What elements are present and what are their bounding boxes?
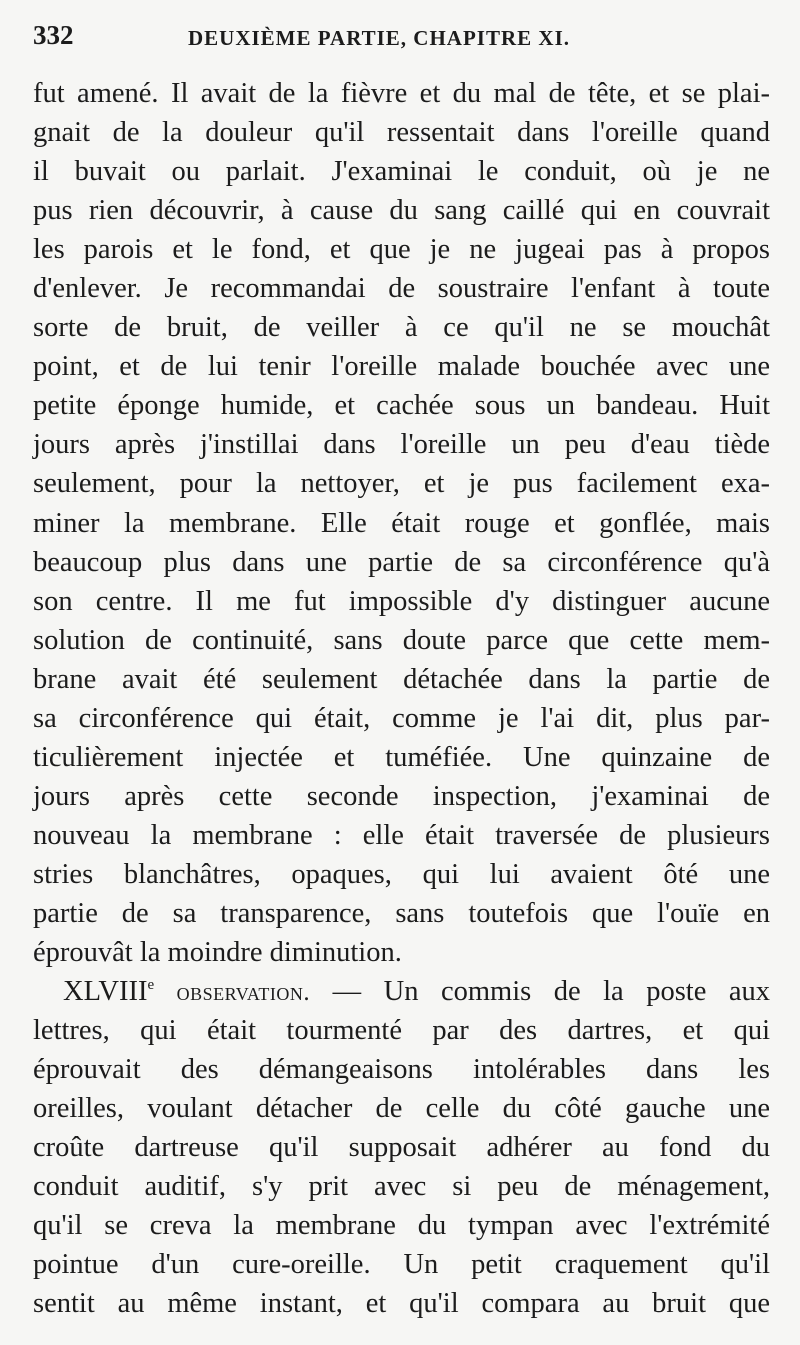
text-line: fut amené. Il avait de la fièvre et du mal de tête, et se plai- — [33, 78, 770, 109]
running-head: DEUXIÈME PARTIE, CHAPITRE XI. — [188, 26, 570, 50]
text-line: lettres, qui était tourmenté par des dartres, et qui — [33, 1015, 770, 1047]
page-number: 332 — [33, 20, 74, 50]
text-line: jours après j'instillai dans l'oreille un peu d'eau tiède — [33, 429, 770, 461]
text-line: stries blanchâtres, opaques, qui lui avaient ôté une — [33, 858, 770, 890]
text-line: sentit au même instant, et qu'il compara au bruit que — [33, 1288, 770, 1320]
text-line: pus rien découvrir, à cause du sang caillé qui en couvrait — [33, 195, 770, 227]
text-line: gnait de la douleur qu'il ressentait dans l'oreille quand — [33, 117, 770, 149]
text-line: croûte dartreuse qu'il supposait adhérer au fond du — [33, 1132, 770, 1164]
text-line: éprouvait des démangeaisons intolérables dans les — [33, 1054, 770, 1086]
observation-superscript: e — [147, 977, 155, 994]
text-line: qu'il se creva la membrane du tympan avec l'extrémité — [33, 1210, 770, 1242]
text-line: miner la membrane. Elle était rouge et gonflée, mais — [33, 507, 770, 539]
text-line: nouveau la membrane : elle était traversée de plusieurs — [33, 819, 770, 851]
text-line: point, et de lui tenir l'oreille malade bouchée avec une — [33, 351, 770, 383]
text-line: sorte de bruit, de veiller à ce qu'il ne se mouchât — [33, 312, 770, 344]
text-line: seulement, pour la nettoyer, et je pus facilement exa- — [33, 468, 770, 500]
text-line: pointue d'un cure-oreille. Un petit craquement qu'il — [33, 1249, 770, 1281]
text-line: son centre. Il me fut impossible d'y distinguer aucune — [33, 585, 770, 617]
text-line: il buvait ou parlait. J'examinai le conduit, où je ne — [33, 156, 770, 188]
body-text — [33, 74, 770, 1324]
text-line: beaucoup plus dans une partie de sa circonférence qu'à — [33, 546, 770, 578]
text-line: partie de sa transparence, sans toutefois que l'ouïe en — [33, 897, 770, 929]
text-line: conduit auditif, s'y prit avec si peu de ménagement, — [33, 1171, 770, 1203]
text-line: jours après cette seconde inspection, j'examinai de — [33, 780, 770, 812]
observation-text: — Un commis de la poste aux — [310, 976, 771, 1008]
text-line: solution de continuité, sans doute parce que cette mem- — [33, 624, 770, 656]
text-line: d'enlever. Je recommandai de soustraire l'enfant à toute — [33, 273, 770, 305]
observation-heading-line — [33, 972, 770, 1011]
observation-number: XLVIII — [63, 976, 148, 1008]
text-line: brane avait été seulement détachée dans la partie de — [33, 663, 770, 695]
text-line: oreilles, voulant détacher de celle du côté gauche une — [33, 1093, 770, 1125]
text-line: petite éponge humide, et cachée sous un bandeau. Huit — [33, 390, 770, 422]
text-line: éprouvât la moindre diminution. — [33, 937, 402, 969]
observation-label: observation. — [176, 979, 311, 1007]
text-line: ticulièrement injectée et tuméfiée. Une quinzaine de — [33, 741, 770, 773]
text-line: sa circonférence qui était, comme je l'ai dit, plus par- — [33, 702, 770, 734]
page-header — [33, 16, 770, 60]
text-line: les parois et le fond, et que je ne jugeai pas à propos — [33, 234, 770, 266]
